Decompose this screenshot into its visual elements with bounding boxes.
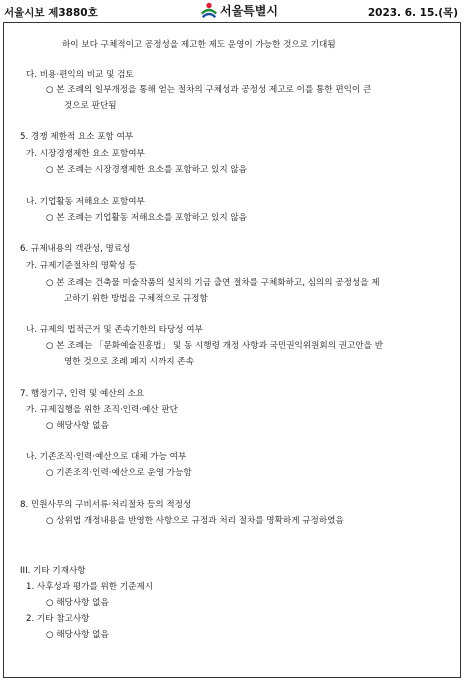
publication-number: 서울시보 제3880호 [4, 7, 98, 19]
org-name: 서울특별시 [220, 3, 278, 18]
document-header [0, 0, 466, 22]
org-title [200, 1, 278, 19]
text-line: ○ 본 조례는 「문화예술진흥법」 및 동 시행령 개정 사항과 국민권익위원회의 권고안을 반 [46, 341, 383, 351]
publication-date: 2023. 6. 15.(목) [367, 7, 458, 19]
text-line: ○ 해당사항 없음 [46, 598, 109, 608]
text-line: 고하기 위한 방법을 구체적으로 규정함 [64, 294, 208, 304]
section-heading: 5. 경쟁 제한적 요소 포함 여부 [20, 132, 134, 142]
text-line: ○ 상위법 개정내용을 반영한 사항으로 규정과 처리 절차를 명확하게 규정하였음 [46, 516, 344, 526]
section-heading: III. 기타 기재사항 [20, 566, 86, 576]
text-line: 하이 보다 구체적이고 공정성을 제고한 제도 운영이 가능한 것으로 기대됨 [62, 40, 336, 50]
section-heading: 1. 사후성과 평가를 위한 기준제시 [26, 582, 154, 592]
section-heading: 다. 비용·편익의 비교 및 검토 [26, 70, 134, 80]
seoul-logo-icon [200, 1, 218, 19]
section-heading: 나. 규제의 법적근거 및 존속기한의 타당성 여부 [26, 325, 203, 335]
text-line: ○ 본 조례는 건축물 미술작품의 설치의 기금 출연 절차를 구체화하고, 심의의 공정성을 제 [46, 278, 380, 288]
section-heading: 가. 규제기준절차의 명확성 등 [26, 261, 137, 271]
text-line: ○ 기존조직·인력·예산으로 운영 가능함 [46, 468, 192, 478]
text-line: ○ 본 조례는 시장경쟁제한 요소를 포함하고 있지 않음 [46, 165, 247, 175]
section-heading: 7. 행정기구, 인력 및 예산의 소요 [20, 389, 145, 399]
section-heading: 가. 시장경쟁제한 요소 포함여부 [26, 149, 145, 159]
text-line: 영한 것으로 조례 폐지 시까지 존속 [64, 357, 194, 367]
text-line: ○ 해당사항 없음 [46, 630, 109, 640]
section-heading: 6. 규제내용의 객관성, 명료성 [20, 244, 131, 254]
section-heading: 가. 규제집행을 위한 조직·인력·예산 판단 [26, 405, 178, 415]
text-line: 것으로 판단됨 [64, 101, 117, 111]
section-heading: 나. 기업활동 저해요소 포함여부 [26, 197, 145, 207]
section-heading: 2. 기타 참고사항 [26, 614, 90, 624]
section-heading: 8. 민원사무의 구비서류·처리절차 등의 적정성 [20, 500, 192, 510]
text-line: ○ 본 조례는 기업활동 저해요소를 포함하고 있지 않음 [46, 213, 247, 223]
section-heading: 나. 기존조직·인력·예산으로 대체 가능 여부 [26, 452, 187, 462]
text-line: ○ 본 조례의 일부개정을 통해 얻는 절차의 구체성과 공정성 제고로 이를 통한 편익이 큰 [46, 85, 372, 95]
text-line: ○ 해당사항 없음 [46, 421, 109, 431]
